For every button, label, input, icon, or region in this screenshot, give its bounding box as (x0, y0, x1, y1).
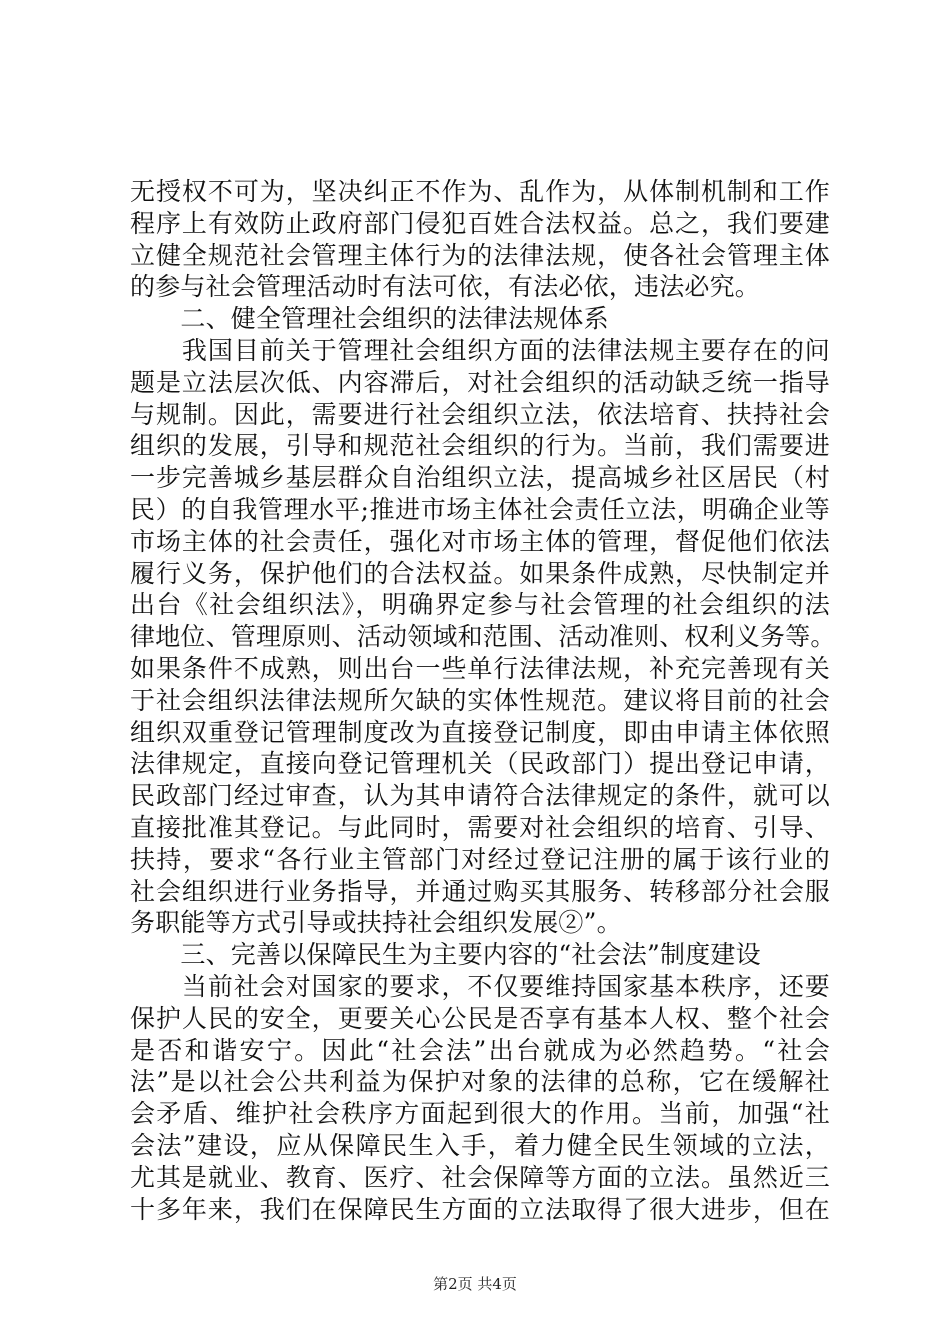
text-line: 社会组织进行业务指导，并通过购买其服务、转移部分社会服 (130, 876, 830, 906)
text-line: 履行义务，保护他们的合法权益。如果条件成熟，尽快制定并 (130, 558, 830, 588)
text-line: 如果条件不成熟，则出台一些单行法律法规，补充完善现有关 (130, 653, 830, 683)
section-heading-3: 三、完善以保障民生为主要内容的“社会法”制度建设 (130, 940, 761, 970)
page-footer (0, 1274, 950, 1294)
text-line: 会矛盾、维护社会秩序方面起到很大的作用。当前，加强“社 (130, 1099, 830, 1129)
text-line: 我国目前关于管理社会组织方面的法律法规主要存在的问 (130, 335, 830, 365)
text-line: 当前社会对国家的要求，不仅要维持国家基本秩序，还要 (130, 971, 830, 1001)
text-line: 会法”建设，应从保障民生入手，着力健全民生领域的立法， (130, 1130, 830, 1160)
text-line: 民政部门经过审查，认为其申请符合法律规定的条件，就可以 (130, 781, 830, 811)
text-line: 无授权不可为，坚决纠正不作为、乱作为，从体制机制和工作 (130, 177, 830, 206)
text-line: 尤其是就业、教育、医疗、社会保障等方面的立法。虽然近三 (130, 1162, 830, 1192)
text-line: 与规制。因此，需要进行社会组织立法，依法培育、扶持社会 (130, 399, 830, 429)
text-line: 法”是以社会公共利益为保护对象的法律的总称，它在缓解社 (130, 1067, 830, 1097)
text-line: 的参与社会管理活动时有法可依，有法必依，违法必究。 (130, 272, 761, 302)
text-line: 程序上有效防止政府部门侵犯百姓合法权益。总之，我们要建 (130, 208, 830, 238)
text-line: 直接批准其登记。与此同时，需要对社会组织的培育、引导、 (130, 812, 830, 842)
text-line: 律地位、管理原则、活动领域和范围、活动准则、权利义务等。 (130, 622, 836, 652)
text-line: 保护人民的安全，更要关心公民是否享有基本人权、整个社会 (130, 1003, 830, 1033)
section-heading-2: 二、健全管理社会组织的法律法规体系 (130, 304, 609, 334)
text-line: 民）的自我管理水平;推进市场主体社会责任立法，明确企业等 (130, 494, 830, 524)
page-number-label: 第2页 共4页 (433, 1275, 517, 1293)
text-line: 组织的发展，引导和规范社会组织的行为。当前，我们需要进 (130, 431, 830, 461)
text-line: 于社会组织法律法规所欠缺的实体性规范。建议将目前的社会 (130, 685, 830, 715)
text-line: 组织双重登记管理制度改为直接登记制度，即由申请主体依照 (130, 717, 830, 747)
text-line: 立健全规范社会管理主体行为的法律法规，使各社会管理主体 (130, 240, 830, 270)
text-line: 法律规定，直接向登记管理机关（民政部门）提出登记申请， (130, 749, 830, 779)
text-line: 扶持，要求“各行业主管部门对经过登记注册的属于该行业的 (130, 844, 830, 874)
text-line: 十多年来，我们在保障民生方面的立法取得了很大进步，但在 (130, 1194, 830, 1224)
text-line: 一步完善城乡基层群众自治组织立法，提高城乡社区居民（村 (130, 463, 830, 493)
text-line: 出台《社会组织法》，明确界定参与社会管理的社会组织的法 (130, 590, 830, 620)
text-line: 务职能等方式引导或扶持社会组织发展②”。 (130, 908, 622, 938)
text-line: 题是立法层次低、内容滞后，对社会组织的活动缺乏统一指导 (130, 367, 830, 397)
text-line: 是否和谐安宁。因此“社会法”出台就成为必然趋势。“社会 (130, 1035, 830, 1065)
text-line: 市场主体的社会责任，强化对市场主体的管理，督促他们依法 (130, 526, 830, 556)
document-body (130, 176, 836, 1225)
